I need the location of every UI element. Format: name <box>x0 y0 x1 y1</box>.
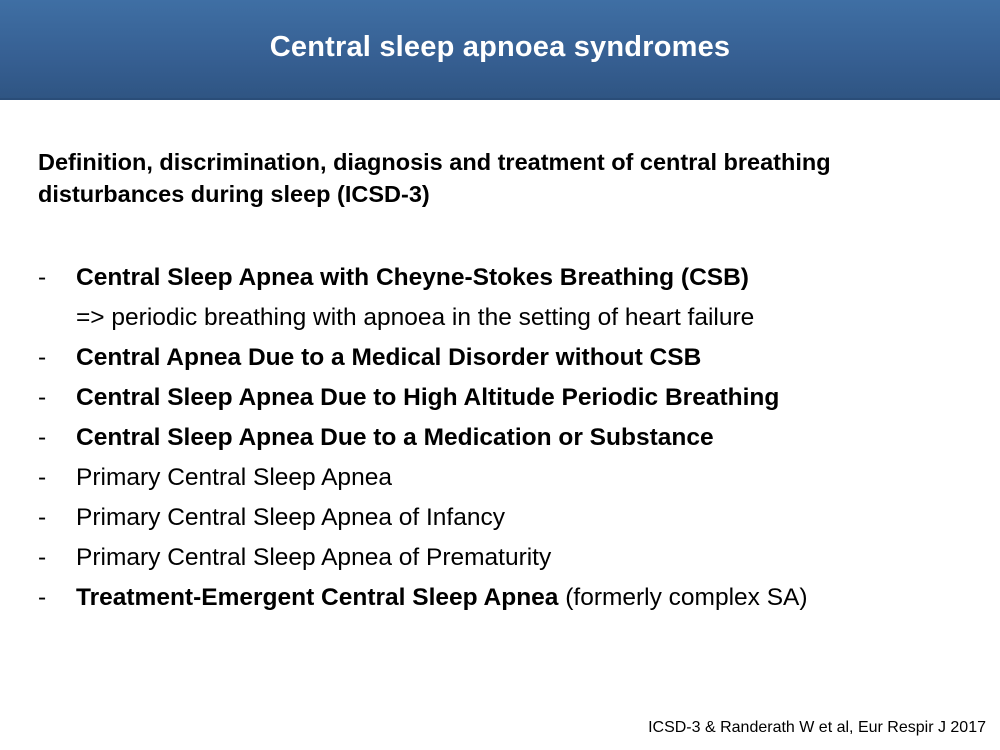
list-bullet: - <box>38 464 47 491</box>
list-item <box>38 378 978 418</box>
list-item-bold-text: Central Sleep Apnea Due to High Altitude Periodic Breathing <box>76 384 780 411</box>
list-item <box>38 578 978 618</box>
slide-title: Central sleep apnoea syndromes <box>269 30 731 63</box>
list-item-bold-text: Central Apnea Due to a Medical Disorder without CSB <box>76 344 702 371</box>
list-item <box>38 338 978 378</box>
list-bullet: - <box>38 344 47 371</box>
list-bullet: - <box>38 424 47 451</box>
list-item-bold-text: Treatment-Emergent Central Sleep Apnea <box>76 584 559 611</box>
list-item-text: Primary Central Sleep Apnea of Prematurity <box>76 544 552 571</box>
list-bullet: - <box>38 504 47 531</box>
list-sub-line <box>38 298 978 338</box>
slide-subtitle: Definition, discrimination, diagnosis and treatment of central breathing disturbances during sleep (ICSD-3) <box>38 149 831 207</box>
list-item-bold-text: Central Sleep Apnea with Cheyne-Stokes Breathing (CSB) <box>76 264 749 291</box>
list-item <box>38 418 978 458</box>
list-bullet: - <box>38 384 47 411</box>
list-bullet: - <box>38 264 47 291</box>
list-item <box>38 458 978 498</box>
list-item <box>38 538 978 578</box>
list-item-text: Primary Central Sleep Apnea <box>76 464 392 491</box>
list-item-bold-text: Central Sleep Apnea Due to a Medication or Substance <box>76 424 714 451</box>
list-item <box>38 258 978 298</box>
citation-footer: ICSD-3 & Randerath W et al, Eur Respir J 2017 <box>648 719 986 736</box>
list-bullet: - <box>38 544 47 571</box>
list-bullet: - <box>38 584 47 611</box>
list-sub-text: => periodic breathing with apnoea in the setting of heart failure <box>76 304 755 331</box>
syndrome-list <box>38 258 978 618</box>
list-item <box>38 498 978 538</box>
list-item-text: Primary Central Sleep Apnea of Infancy <box>76 504 505 531</box>
list-item-text: (formerly complex SA) <box>558 584 808 611</box>
title-bar <box>0 0 1000 100</box>
